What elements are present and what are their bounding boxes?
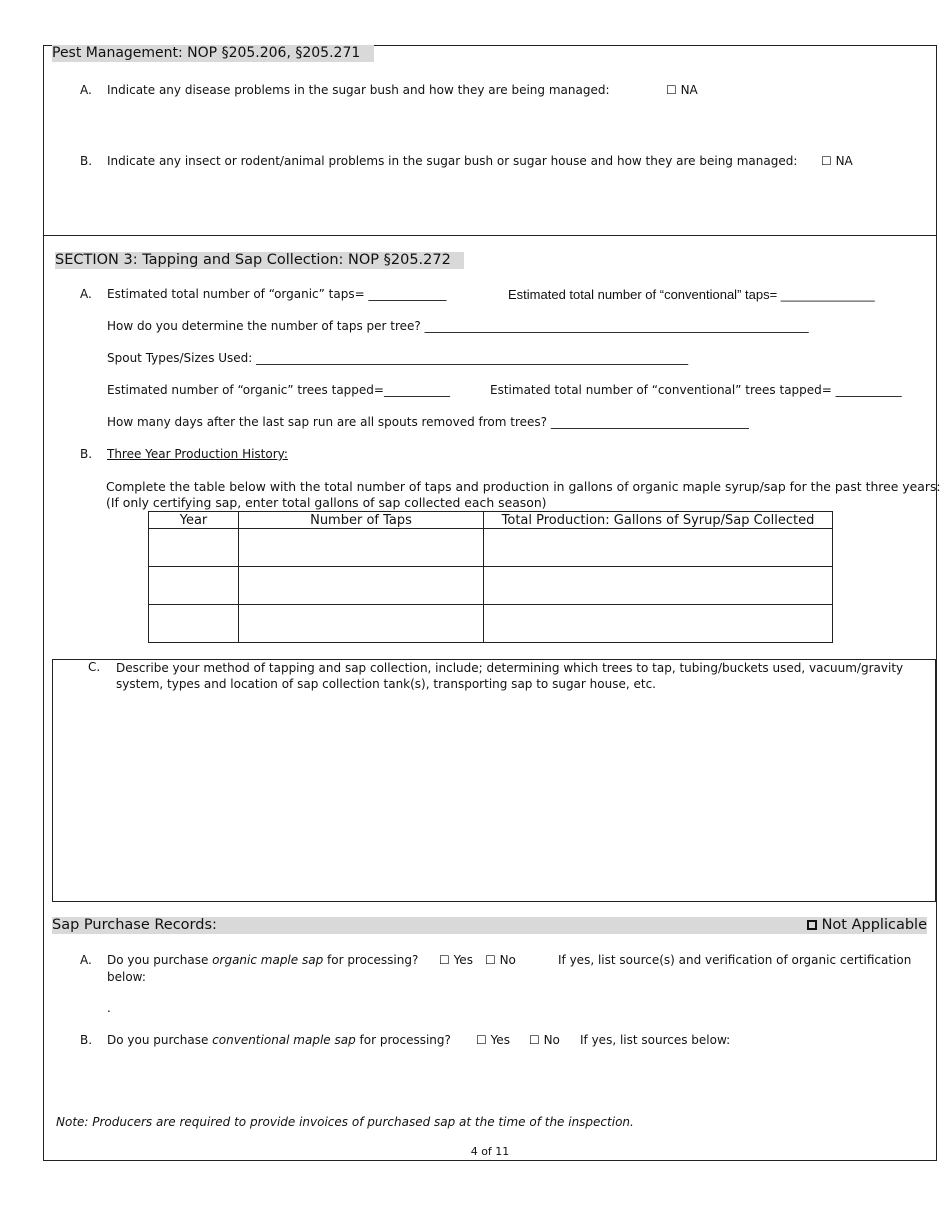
organic-trees-field[interactable]: Estimated number of “organic” trees tapped=___________: [107, 383, 450, 397]
conventional-sap-no-checkbox[interactable]: ☐ No: [529, 1033, 560, 1047]
sap-a-question: Do you purchase organic maple sap for processing?: [107, 953, 419, 967]
production-history-table: [148, 511, 833, 643]
sap-a-letter: A.: [80, 953, 92, 967]
not-applicable-option[interactable]: [807, 917, 927, 934]
conventional-sap-followup: If yes, list sources below:: [580, 1033, 731, 1047]
organic-sap-yes-checkbox[interactable]: ☐ Yes: [439, 953, 473, 967]
section-divider: [43, 235, 937, 236]
tapping-method-question: Describe your method of tapping and sap collection, include; determining which trees to tap, tubing/buckets used, vacuum/gravity system, types and location of sap collection tank(s), transporting sap to sugar house, etc.: [116, 661, 904, 691]
organic-sap-answer[interactable]: .: [107, 1001, 111, 1015]
checkbox-icon[interactable]: [807, 920, 817, 930]
taps-cell[interactable]: [239, 605, 484, 643]
production-cell[interactable]: [484, 605, 833, 643]
taps-cell[interactable]: [239, 567, 484, 605]
table-row: [149, 529, 833, 567]
column-header-taps: Number of Taps: [239, 512, 484, 529]
production-history-title: Three Year Production History:: [107, 447, 288, 461]
s3-b-letter: B.: [80, 447, 93, 461]
organic-sap-no-checkbox[interactable]: ☐ No: [485, 953, 516, 967]
year-cell[interactable]: [149, 567, 239, 605]
conventional-taps-field[interactable]: Estimated total number of “conventional” taps= _____________: [508, 287, 875, 302]
year-cell[interactable]: [149, 529, 239, 567]
production-cell[interactable]: [484, 567, 833, 605]
production-instructions: Complete the table below with the total number of taps and production in gallons of organic maple syrup/sap for the past three years:: [106, 479, 941, 494]
column-header-year: Year: [149, 512, 239, 529]
sap-purchase-header: Sap Purchase Records:: [52, 917, 217, 933]
pest-b-question: Indicate any insect or rodent/animal problems in the sugar bush or sugar house and how they are being managed:: [107, 154, 798, 168]
column-header-production: Total Production: Gallons of Syrup/Sap Collected: [484, 512, 833, 529]
production-cell[interactable]: [484, 529, 833, 567]
spout-types-field[interactable]: Spout Types/Sizes Used: ________________________________________________________________________: [107, 351, 689, 365]
pest-b-na-checkbox[interactable]: ☐ NA: [821, 154, 853, 168]
s3-a-letter: A.: [80, 287, 92, 301]
year-cell[interactable]: [149, 605, 239, 643]
organic-taps-field[interactable]: Estimated total number of “organic” taps= _____________: [107, 287, 447, 301]
tapping-method-answer-box[interactable]: [52, 659, 936, 902]
pest-a-question: Indicate any disease problems in the sugar bush and how they are being managed:: [107, 83, 610, 97]
pest-management-header: Pest Management: NOP §205.206, §205.271: [52, 45, 374, 62]
page-number: 4 of 11: [470, 1145, 510, 1158]
table-row: [149, 605, 833, 643]
section3-header: SECTION 3: Tapping and Sap Collection: NOP §205.272: [55, 252, 464, 269]
sap-b-letter: B.: [80, 1033, 93, 1047]
pest-a-na-checkbox[interactable]: ☐ NA: [666, 83, 698, 97]
conventional-sap-yes-checkbox[interactable]: ☐ Yes: [476, 1033, 510, 1047]
taps-per-tree-field[interactable]: How do you determine the number of taps per tree? ________________________________________________________________: [107, 319, 809, 333]
not-applicable-label: Not Applicable: [821, 917, 927, 933]
invoice-note: Note: Producers are required to provide invoices of purchased sap at the time of the inspection.: [56, 1115, 634, 1129]
production-instructions-note: (If only certifying sap, enter total gallons of sap collected each season): [106, 495, 547, 510]
sap-b-question: Do you purchase conventional maple sap for processing?: [107, 1033, 451, 1047]
pest-b-letter: B.: [80, 154, 93, 168]
sap-purchase-header-bar: [52, 917, 927, 934]
organic-sap-followup-cont: below:: [107, 970, 146, 984]
s3-c-letter: C.: [88, 660, 101, 674]
spouts-removed-field[interactable]: How many days after the last sap run are all spouts removed from trees? _________________________________: [107, 415, 749, 429]
conventional-trees-field[interactable]: Estimated total number of “conventional” trees tapped= ___________: [490, 383, 902, 397]
taps-cell[interactable]: [239, 529, 484, 567]
table-row: [149, 567, 833, 605]
organic-sap-followup: If yes, list source(s) and verification of organic certification: [558, 953, 912, 967]
pest-a-letter: A.: [80, 83, 92, 97]
table-header-row: [149, 512, 833, 529]
